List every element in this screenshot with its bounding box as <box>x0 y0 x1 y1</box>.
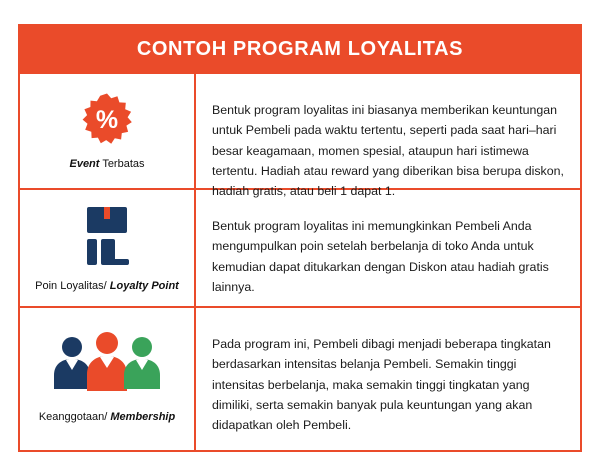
row-text-cell <box>196 308 580 450</box>
loyalty-card-icon <box>69 202 145 274</box>
table-row <box>20 306 580 450</box>
loyalty-program-table <box>18 24 582 452</box>
page-title: CONTOH PROGRAM LOYALITAS <box>136 37 464 60</box>
row-icon-label-italic: Terbatas <box>102 158 145 170</box>
table-row <box>20 72 580 198</box>
row-icon-cell <box>20 308 196 450</box>
row-text-cell <box>196 74 580 198</box>
row-icon-cell <box>20 190 196 306</box>
row-text-cell <box>196 190 580 306</box>
row-icon-label-italic: Loyalty Point <box>109 280 179 292</box>
row-icon-label-italic: Membership <box>110 411 176 423</box>
row-icon-label <box>69 158 144 170</box>
row-icon-label-plain: Event <box>69 158 100 170</box>
row-description: Bentuk program loyalitas ini memungkinkan Pembeli Anda mengumpulkan poin setelah berbelanja di toko Anda untuk kemudian dapat ditukarkan dengan Diskon atau hadiah gratis lainnya. <box>212 219 549 294</box>
row-icon-label <box>39 411 175 423</box>
row-icon-label-plain: Poin Loyalitas/ <box>35 280 107 292</box>
row-description: Pada program ini, Pembeli dibagi menjadi beberapa tingkatan berdasarkan intensitas belanja Pembeli. Semakin tinggi intensitas berbelanja, maka semakin tinggi tingkatan yang dimiliki, serta semakin banyak pula keuntungan yang akan didapatkan oleh Pembeli. <box>212 337 551 432</box>
row-icon-label-plain: Keanggotaan/ <box>38 411 108 423</box>
table-row <box>20 188 580 306</box>
row-icon-label <box>35 280 179 292</box>
table-title-bar <box>20 26 580 72</box>
members-group-icon <box>47 333 167 405</box>
row-description: Bentuk program loyalitas ini biasanya memberikan keuntungan untuk Pembeli pada waktu tertentu, seperti pada saat hari–hari besar keagamaan, momen spesial, ataupun hari istimewa tertentu. Hadiah atau reward yang diberikan bisa berupa diskon, hadiah gratis, atau beli 1 dapat 1. <box>212 103 564 198</box>
percent-badge-icon <box>77 90 137 152</box>
svg-text:%: % <box>95 106 119 134</box>
row-icon-cell <box>20 74 196 188</box>
